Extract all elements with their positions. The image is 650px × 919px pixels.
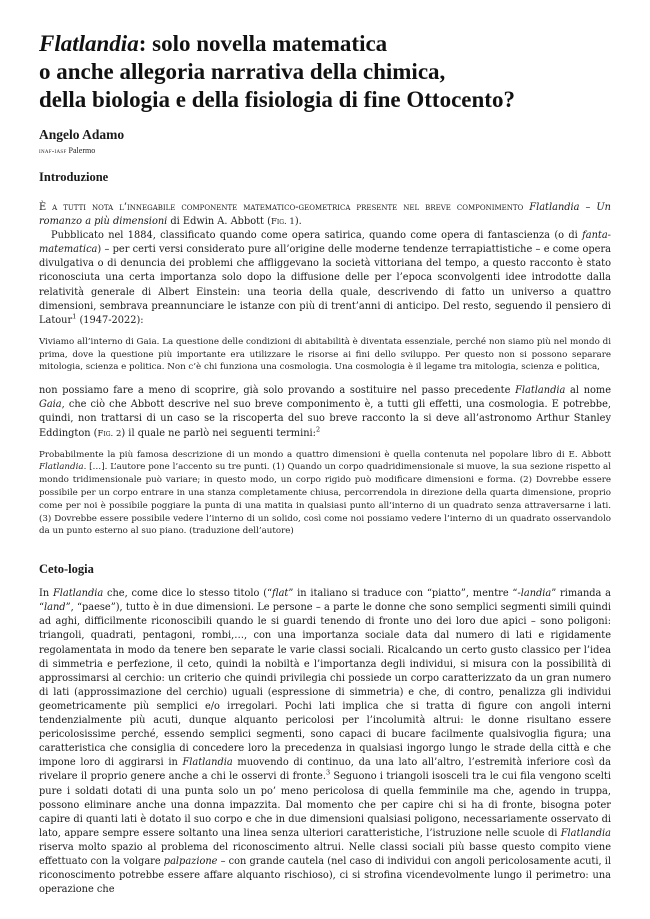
section-heading-ceto-logia: Ceto-logia (39, 562, 94, 577)
title-line-1: Flatlandia: solo novella matematica (39, 31, 388, 56)
block-quote-latour: Viviamo all’interno di Gaia. La questione delle condizioni di abitabilità è diventata essenziale, perché non siamo più nel mondo di prima, dove la questione più importante era utilizzare le risorse ai fini dello sviluppo. Per questo non si possono separare mitologia, scienza e politica. Non c’è chi funziona una cosmologia. Una cosmologia è il legame tra mitologia, scienza e politica, (39, 336, 611, 373)
ceto-paragraph: In Flatlandia che, come dice lo stesso titolo (“flat” in italiano si traduce con “piatto”, mentre “-landia” rimanda a “land”, “paese”), tutto è in due dimensioni. Le persone – a parte le donne che sono semplici segmenti simili quindi ad aghi, difficilmente riconoscibili quando le si guardi tenendo di fronte uno dei loro due apici – sono poligoni: triangoli, quadrati, pentagoni, rombi,…, con una importanza sociale data dal numero di lati e rigidamente regolamentata in modo da tenere ben separate le varie classi sociali. Ricalcando un certo gusto classico per l’idea di simmetria e perfezione, il ceto, quindi la nobiltà e l’importanza degli individui, si misura con la possibilità di approssimarsi al cerchio: un criterio che quindi privilegia chi possiede un corpo caratterizzato da un gran numero di lati (approssimazione del cerchio) uguali (espressione di simmetria) e che, di contro, penalizza gli individui geometricamente più semplici e/o irregolari. Pochi lati implica che si tratta di figure con angoli interni tendenzialmente più acuti, dunque alquanto pericolosi per l’incolumità altrui: le donne risultano essere pericolosissime perché, essendo semplici segmenti, sono capaci di bucare facilmente qualsivoglia figura; una caratteristica che consiglia di concedere loro la precedenza in qualsiasi ingorgo lungo le strade della città e che impone loro di aggirarsi in Flatlandia muovendo di continuo, da una lato all’altro, l’estremità inferiore così da rivelare il proprio genere anche a chi le osservi di fronte.$^3$ Seguono i triangoli isosceli tra le cui fila vengono scelti pure i soldati dotati di una punta solo un po’ meno pericolosa di quella femminile ma che, agendo in truppa, possono eliminare anche una donna impazzita. Dal momento che per capire chi si ha di fronte, bisogna poter capire di quanti lati è dotato il suo corpo e che in due dimensioni qualsiasi poligono, necessariamente osservato di lato, appare sempre essere soltanto una linea senza ulteriori caratteristiche, l’istruzione nelle scuole di Flatlandia riserva molto spazio al problema del riconoscimento altrui. Nelle classi sociali più basse questo compito viene effettuato con la volgare palpazione – con grande cautela (nel caso di individui con angoli pericolosamente acuti, il riconoscimento potrebbe essere affare alquanto rischioso), ci si strofina vicendevolmente lungo il perimetro: una operazione che (39, 588, 612, 896)
title-line-2: o anche allegoria narrativa della chimica, (39, 59, 446, 84)
intro-paragraph-3: non possiamo fare a meno di scoprire, già solo provando a sostituire nel passo precedente Flatlandia al nome Gaia, che ciò che Abbott descrive nel suo breve componimento è, a tutti gli effetti, una cosmologia. E potrebbe, quindi, non trattarsi di un caso se la riscoperta del suo breve racconto la si deve all’astronomo Arthur Stanley Eddington (Fig. 2) il quale ne parlò nei seguenti termini:$^2$ (39, 385, 611, 439)
title-line-3: della biologia e della fisiologia di fine Ottocento? (39, 87, 515, 112)
section-heading-intro: Introduzione (39, 170, 109, 184)
footnote-ref: 1 (72, 312, 77, 321)
block-quote-eddington: Probabilmente la più famosa descrizione di un mondo a quattro dimensioni è quella contenuta nel popolare libro di E. Abbott Flatlandia. […]. L’autore pone l’accento su tre punti. (1) Quando un corpo quadridimensionale si muove, la sua sezione rispetto al mondo tridimensionale può variare; in questo modo, un corpo rigido può modificare dimensioni e forma. (2) Dovrebbe essere possibile per un corpo entrare in una stanza completamente chiusa, percorrendola in direzione della quarta dimensione, proprio come per noi è possibile poggiare la punta di una matita in qualsiasi punto all’interno di un quadrato senza attraversarne i lati. (3) Dovrebbe essere possibile vedere l’interno di un solido, così come noi possiamo vedere l’interno di un quadrato osservandolo da un punto esterno al suo piano. (traduzione dell’autore) (39, 449, 611, 537)
footnote-ref: 2 (315, 425, 321, 434)
figure-ref: Fig. 1 (270, 217, 295, 228)
author-affiliation: inaf-iasf Palermo (39, 146, 96, 155)
footnote-ref: 3 (325, 769, 331, 778)
article-title (39, 30, 611, 114)
author-name: Angelo Adamo (39, 127, 125, 142)
intro-paragraph-2: Pubblicato nel 1884, classificato quando come opera satirica, quando come opera di fantascienza (o di fanta-matematica) – per certi versi considerato pure all’origine delle moderne tendenze terrapiattistiche – e come opera divulgativa o di denuncia dei problemi che affliggevano la società vittoriana del tempo, a questo racconto è stato riconosciuta una certa importanza solo dopo la diffusione delle per l’epoca sconvolgenti idee introdotte dalla relatività generale di Albert Einstein: una teoria della quale, descrivendo di fatto un universo a quattro dimensioni, sembrava preannunciare le istanze con più di trent’anni di anticipo. Del resto, seguendo il pensiero di Latour$^1$ (1947-2022): (39, 230, 611, 326)
title-italic: Flatlandia (39, 31, 139, 56)
figure-ref: Fig. 2 (97, 428, 122, 439)
intro-paragraph-1: È a tutti nota l’innegabile componente matematico-geometrica presente nel breve componimento Flatlandia – Un romanzo a più dimensioni di Edwin A. Abbott (Fig. 1). (39, 202, 611, 228)
